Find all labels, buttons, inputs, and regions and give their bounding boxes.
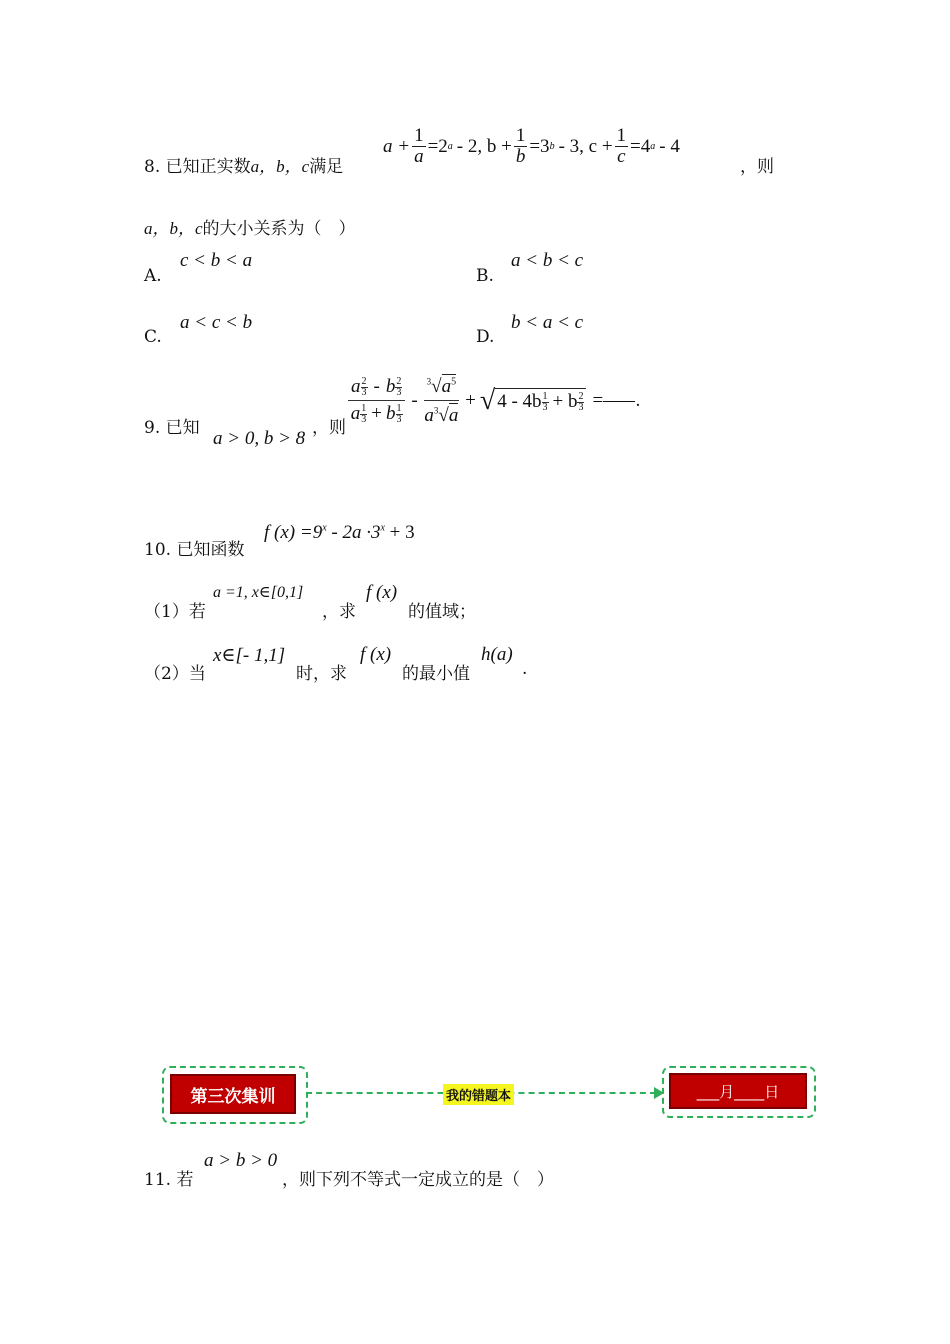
q9-frac2 xyxy=(424,374,459,427)
q9-line xyxy=(144,413,200,438)
q9-f2n-index: 3 xyxy=(426,376,432,387)
q8-f1-lhs: a + xyxy=(383,135,411,157)
q9-number: 9. xyxy=(144,418,161,438)
q10-part2-f: f (x) xyxy=(360,644,392,665)
q8-stem-end: ，则 xyxy=(740,157,774,177)
q8-frac-c-den: c xyxy=(617,146,626,167)
banner-center-label: 我的错题本 xyxy=(443,1084,514,1105)
q9-f1n-b-exp-num: 2 xyxy=(396,376,402,387)
q10-part2-label: （2）当 xyxy=(144,664,206,684)
q10-stem: 已知函数 xyxy=(176,540,245,560)
q8-frac-a xyxy=(412,126,426,167)
q10-part2-mid: 时，求 xyxy=(296,664,347,684)
q10-function xyxy=(264,522,415,544)
q9-frac2-den: $a^3√a$ xyxy=(424,405,459,426)
q8-option-a-expr: c < b < a xyxy=(180,250,253,271)
q8-line2 xyxy=(144,214,356,239)
q8-frac-c xyxy=(615,126,629,167)
q10-number: 10. xyxy=(144,540,172,560)
q9-f2d-a: a xyxy=(424,405,434,426)
q9-f1d-a: a xyxy=(350,403,361,424)
q8-f2-rhs: =3 xyxy=(529,135,550,157)
q9-then: ，则 xyxy=(312,418,346,438)
q9-expression xyxy=(348,374,641,427)
q9-f1n-a: a xyxy=(351,376,361,397)
q9-sqrt-part1: 4 - 4b xyxy=(497,391,542,412)
q8-frac-c-num: 1 xyxy=(616,125,627,146)
q9-f2d-index: 3 xyxy=(433,405,439,416)
q9-f2n-a: a xyxy=(441,376,452,397)
q8-frac-b-den: b xyxy=(515,146,526,167)
q9-answer-blank xyxy=(603,400,635,402)
q8-stem-before: 已知正实数 xyxy=(165,157,251,177)
q10-part2-cond: x∈[- 1,1] xyxy=(213,645,286,666)
q9-frac1 xyxy=(348,376,405,425)
q9-f1d-b-exp xyxy=(396,404,403,425)
q9-condition: a > 0, b > 8 xyxy=(213,428,306,449)
q8-f2-exp: b xyxy=(549,141,555,152)
q9-f1n-b-exp-den: 3 xyxy=(396,387,402,398)
q8-line1 xyxy=(144,152,343,177)
q8-frac-a-num: 1 xyxy=(414,125,424,146)
q10-line xyxy=(144,535,244,560)
q9-sqrt-exp1-num: 1 xyxy=(542,391,548,402)
q9-f1d-b-exp-num: 1 xyxy=(396,403,402,414)
q9-f2d-radicand: a xyxy=(448,405,459,426)
q9-f1d-a-exp xyxy=(360,404,367,425)
q8-formula xyxy=(383,126,680,167)
q9-equals: = xyxy=(592,389,604,411)
q11-condition: a > b > 0 xyxy=(204,1150,278,1171)
q9-sqrt-exp1 xyxy=(542,392,549,413)
q10-part2-text: 的最小值 xyxy=(402,664,470,684)
q9-sqrt-sign: √ xyxy=(479,384,496,416)
q10-func-tail: + 3 xyxy=(389,522,415,543)
q8-frac-b xyxy=(514,126,528,167)
q9-sqrt-body xyxy=(495,388,586,413)
q8-option-a-label: A. xyxy=(144,266,162,286)
q8-line2-vars: a，b，c xyxy=(144,219,203,238)
q11-number: 11. xyxy=(144,1170,172,1190)
q11-text: ，则下列不等式一定成立的是（ ） xyxy=(282,1170,554,1190)
q9-end: . xyxy=(635,390,641,411)
q9-f1n-a-exp-den: 3 xyxy=(361,387,367,398)
q11-line xyxy=(144,1165,193,1190)
q9-f1d-b-exp-den: 3 xyxy=(396,414,402,425)
banner-right-label: ___月____日 xyxy=(669,1073,807,1109)
q9-sqrt-exp2-den: 3 xyxy=(578,402,584,413)
q9-f1n-minus: - xyxy=(373,376,380,397)
q8-vars: a，b，c xyxy=(250,157,310,176)
q9-frac1-num xyxy=(348,376,405,401)
q8-f3-tail: - 4 xyxy=(659,135,680,157)
q8-option-b-label: B. xyxy=(476,266,494,286)
q8-option-c-label: C. xyxy=(144,327,162,347)
q9-sqrt-exp2 xyxy=(577,392,584,413)
q8-line2-text: 的大小关系为（ ） xyxy=(202,219,356,239)
q8-f1-exp: a xyxy=(447,141,453,152)
q9-f1n-b: b xyxy=(385,376,396,397)
q10-func-exp2: x xyxy=(380,522,385,534)
q9-sqrt-exp1-den: 3 xyxy=(542,402,548,413)
q9-f2n-radicand xyxy=(442,374,457,398)
q8-number: 8. xyxy=(144,157,161,177)
q8-f1-rhs: =2 xyxy=(427,135,448,157)
q9-f1n-a-exp-num: 2 xyxy=(361,376,367,387)
q10-part1-label: （1）若 xyxy=(144,602,206,622)
q8-option-d-expr: b < a < c xyxy=(511,312,584,333)
q8-stem-mid: 满足 xyxy=(309,157,344,177)
q9-minus: - xyxy=(411,389,418,411)
q9-f1d-plus: + xyxy=(371,403,383,424)
q9-f1n-a-exp xyxy=(361,377,368,398)
q10-func-part1: f (x) =9 xyxy=(264,522,323,543)
q10-part1-cond: a =1, x∈[0,1] xyxy=(213,584,304,601)
q9-f1n-b-exp xyxy=(395,377,402,398)
q9-f1d-a-exp-num: 1 xyxy=(361,403,367,414)
q9-stem: 已知 xyxy=(165,418,200,438)
banner-left-label: 第三次集训 xyxy=(170,1074,296,1114)
q8-option-c-expr: a < c < b xyxy=(180,312,253,333)
q8-frac-b-num: 1 xyxy=(515,125,526,146)
q10-part2-h: h(a) xyxy=(481,644,513,665)
q9-frac1-den xyxy=(351,401,403,425)
q8-f3-rhs: =4 xyxy=(630,135,651,157)
q10-part1-f: f (x) xyxy=(366,582,398,603)
q9-f2n-exp: 5 xyxy=(451,376,457,388)
q10-part2-end: . xyxy=(522,659,528,679)
q9-f1d-b: b xyxy=(386,403,396,424)
q8-f1-tail: - 2, b + xyxy=(456,135,512,157)
q10-part1-end: 的值域； xyxy=(408,602,476,622)
q8-option-d-label: D. xyxy=(476,327,495,347)
q11-stem: 若 xyxy=(176,1170,194,1190)
q8-f2-tail: - 3, c + xyxy=(558,135,613,157)
q10-part1-mid: ，求 xyxy=(322,602,356,622)
q10-func-exp1: x xyxy=(322,522,327,534)
q10-func-mid: - 2a ·3 xyxy=(331,522,381,543)
q9-sqrt-plus: + b xyxy=(552,391,578,412)
q9-f1d-a-exp-den: 3 xyxy=(361,414,367,425)
q8-f3-exp: a xyxy=(650,141,656,152)
q9-plus: + xyxy=(465,389,476,411)
q9-sqrt-exp2-num: 2 xyxy=(578,391,584,402)
q8-frac-a-den: a xyxy=(414,146,424,167)
q9-frac2-num: $^3√a^5$ xyxy=(424,374,459,401)
q8-option-b-expr: a < b < c xyxy=(511,250,584,271)
